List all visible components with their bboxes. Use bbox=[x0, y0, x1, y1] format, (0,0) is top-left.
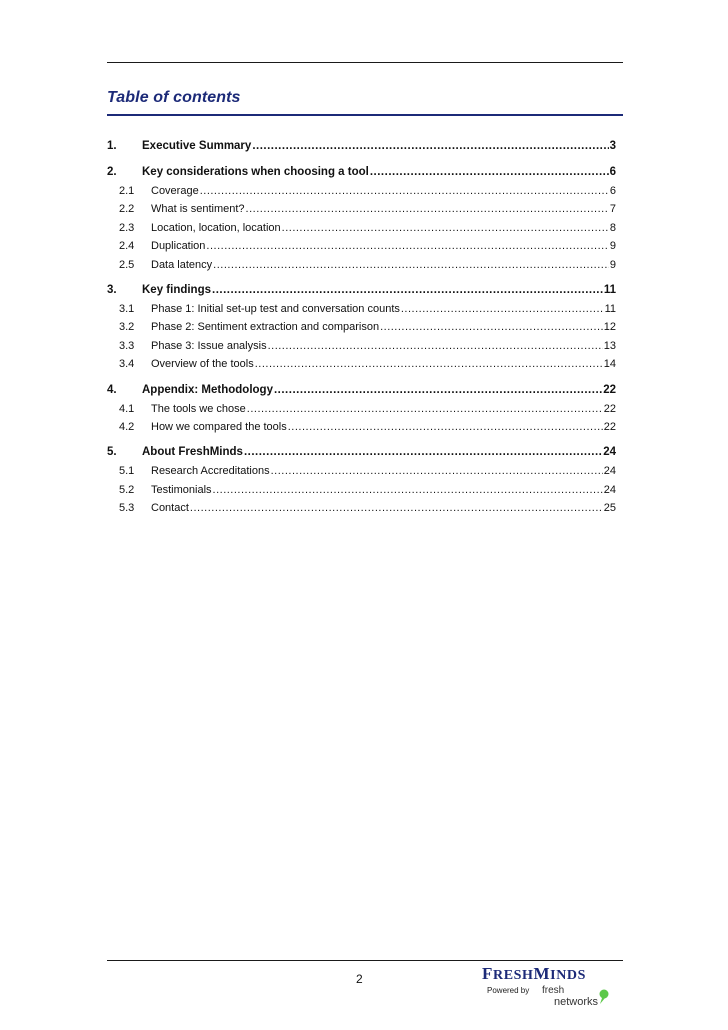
toc-entry-label: Contact bbox=[151, 502, 189, 515]
toc-entry-sub[interactable] bbox=[107, 185, 616, 203]
toc-entry-sub[interactable] bbox=[107, 484, 616, 502]
toc-entry-number: 2.1 bbox=[119, 185, 135, 197]
toc-entry-sub[interactable] bbox=[107, 465, 616, 483]
freshminds-logo: FRESHMINDS bbox=[482, 964, 587, 983]
toc-entry-page: 8 bbox=[609, 221, 616, 234]
header-rule bbox=[107, 62, 623, 63]
fresh-networks-logo-line1: fresh bbox=[542, 985, 565, 996]
toc-entry-main[interactable] bbox=[107, 384, 616, 403]
toc-entry-sub[interactable] bbox=[107, 340, 616, 358]
toc-entry-sub[interactable] bbox=[107, 502, 616, 520]
toc-entry-page: 13 bbox=[603, 339, 616, 352]
toc-entry-number: 2.2 bbox=[119, 203, 135, 216]
dot-leader bbox=[206, 240, 608, 252]
toc-entry-sub[interactable] bbox=[107, 421, 616, 439]
toc-entry-label: Testimonials bbox=[151, 483, 212, 496]
toc-entry-number: 5.1 bbox=[119, 465, 135, 478]
dot-leader bbox=[212, 284, 603, 296]
toc-entry-sub[interactable] bbox=[107, 240, 616, 258]
fresh-networks-tail-icon bbox=[600, 998, 605, 1004]
toc-entry-number: 2.5 bbox=[119, 258, 135, 271]
toc-entry-label: Phase 1: Initial set-up test and conversation counts bbox=[151, 302, 400, 315]
page-number: 2 bbox=[356, 972, 363, 986]
toc-entry-label: The tools we chose bbox=[151, 402, 246, 415]
dot-leader bbox=[271, 465, 603, 477]
page-title: Table of contents bbox=[107, 89, 241, 106]
toc-entry-page: 14 bbox=[603, 358, 616, 371]
toc-entry-page: 11 bbox=[604, 302, 616, 315]
toc-section bbox=[107, 140, 616, 159]
fresh-networks-dot-icon bbox=[600, 990, 609, 999]
toc-entry-number: 4.2 bbox=[119, 420, 135, 433]
toc-entry-page: 24 bbox=[603, 483, 616, 496]
toc-entry-sub[interactable] bbox=[107, 321, 616, 339]
dot-leader bbox=[244, 446, 602, 458]
fresh-networks-logo-line2: networks bbox=[554, 996, 599, 1008]
toc-entry-page: 6 bbox=[609, 185, 616, 197]
dot-leader bbox=[252, 140, 608, 152]
toc-entry-label: Phase 3: Issue analysis bbox=[151, 339, 267, 352]
toc-entry-page: 24 bbox=[603, 465, 616, 478]
toc-entry-label: Phase 2: Sentiment extraction and comparison bbox=[151, 321, 380, 334]
toc-entry-page: 7 bbox=[609, 203, 616, 216]
toc-entry-page: 22 bbox=[603, 420, 616, 433]
dot-leader bbox=[274, 384, 602, 396]
toc-entry-label: How we compared the tools bbox=[151, 420, 287, 433]
toc-entry-number: 3.3 bbox=[119, 339, 135, 352]
dot-leader bbox=[246, 203, 609, 215]
toc-entry-page: 25 bbox=[603, 502, 616, 515]
toc-entry-sub[interactable] bbox=[107, 303, 616, 321]
toc-entry-label: Duplication bbox=[151, 240, 206, 253]
toc-entry-number: 5.3 bbox=[119, 502, 135, 515]
toc-entry-main[interactable] bbox=[107, 140, 616, 159]
dot-leader bbox=[200, 185, 609, 197]
toc-entry-label: What is sentiment? bbox=[151, 203, 245, 216]
toc-entry-label: Overview of the tools bbox=[151, 358, 254, 371]
toc-entry-number: 2.3 bbox=[119, 221, 135, 234]
toc-entry-sub[interactable] bbox=[107, 203, 616, 221]
toc-entry-page: 9 bbox=[609, 258, 616, 271]
toc-entry-label: Key findings bbox=[142, 283, 212, 296]
toc-entry-page: 9 bbox=[609, 240, 616, 253]
dot-leader bbox=[255, 358, 603, 370]
dot-leader bbox=[213, 259, 609, 271]
toc-entry-number: 3.4 bbox=[119, 358, 135, 371]
toc-entry-number: 3. bbox=[107, 283, 117, 296]
toc-entry-main[interactable] bbox=[107, 284, 616, 303]
toc-entry-sub[interactable] bbox=[107, 259, 616, 277]
toc-entry-number: 1. bbox=[107, 140, 117, 152]
dot-leader bbox=[370, 166, 609, 178]
toc-entry-page: 24 bbox=[603, 446, 616, 459]
toc-entry-label: Location, location, location bbox=[151, 221, 281, 234]
title-underline bbox=[107, 114, 623, 116]
toc-entry-number: 3.1 bbox=[119, 302, 135, 315]
toc-entry-number: 5. bbox=[107, 446, 117, 459]
toc-entry-number: 2. bbox=[107, 166, 117, 178]
toc-entry-main[interactable] bbox=[107, 166, 616, 185]
toc-entry-number: 4. bbox=[107, 383, 117, 396]
powered-by-label: Powered by bbox=[487, 986, 530, 995]
toc-entry-number: 2.4 bbox=[119, 240, 135, 253]
dot-leader bbox=[268, 340, 603, 352]
toc-entry-page: 12 bbox=[603, 321, 616, 334]
toc-entry-page: 6 bbox=[609, 166, 616, 178]
dot-leader bbox=[401, 303, 604, 315]
toc-entry-label: Research Accreditations bbox=[151, 465, 270, 478]
toc-entry-number: 3.2 bbox=[119, 321, 135, 334]
dot-leader bbox=[282, 222, 609, 234]
toc-entry-main[interactable] bbox=[107, 446, 616, 465]
footer-rule bbox=[107, 960, 623, 961]
toc-entry-page: 11 bbox=[603, 283, 616, 296]
toc-entry-sub[interactable] bbox=[107, 403, 616, 421]
toc-entry-number: 4.1 bbox=[119, 402, 135, 415]
toc-entry-label: Key considerations when choosing a tool bbox=[142, 166, 369, 178]
toc-entry-page: 22 bbox=[603, 383, 616, 396]
toc-entry-label: Coverage bbox=[151, 185, 199, 197]
toc-section bbox=[107, 284, 616, 377]
toc-entry-label: Data latency bbox=[151, 258, 213, 271]
dot-leader bbox=[247, 403, 603, 415]
toc-entry-number: 5.2 bbox=[119, 483, 135, 496]
dot-leader bbox=[190, 502, 603, 514]
table-of-contents bbox=[107, 140, 616, 527]
dot-leader bbox=[288, 421, 603, 433]
toc-section bbox=[107, 166, 616, 277]
toc-entry-page: 22 bbox=[603, 402, 616, 415]
toc-entry-sub[interactable] bbox=[107, 358, 616, 376]
toc-entry-label: Appendix: Methodology bbox=[142, 383, 273, 396]
toc-entry-label: Executive Summary bbox=[142, 140, 252, 152]
fresh-networks-logo bbox=[540, 983, 620, 1009]
toc-section bbox=[107, 446, 616, 520]
toc-entry-page: 3 bbox=[609, 140, 616, 152]
toc-section bbox=[107, 384, 616, 440]
dot-leader bbox=[380, 321, 603, 333]
toc-entry-label: About FreshMinds bbox=[142, 446, 243, 459]
toc-entry-sub[interactable] bbox=[107, 222, 616, 240]
dot-leader bbox=[213, 484, 603, 496]
